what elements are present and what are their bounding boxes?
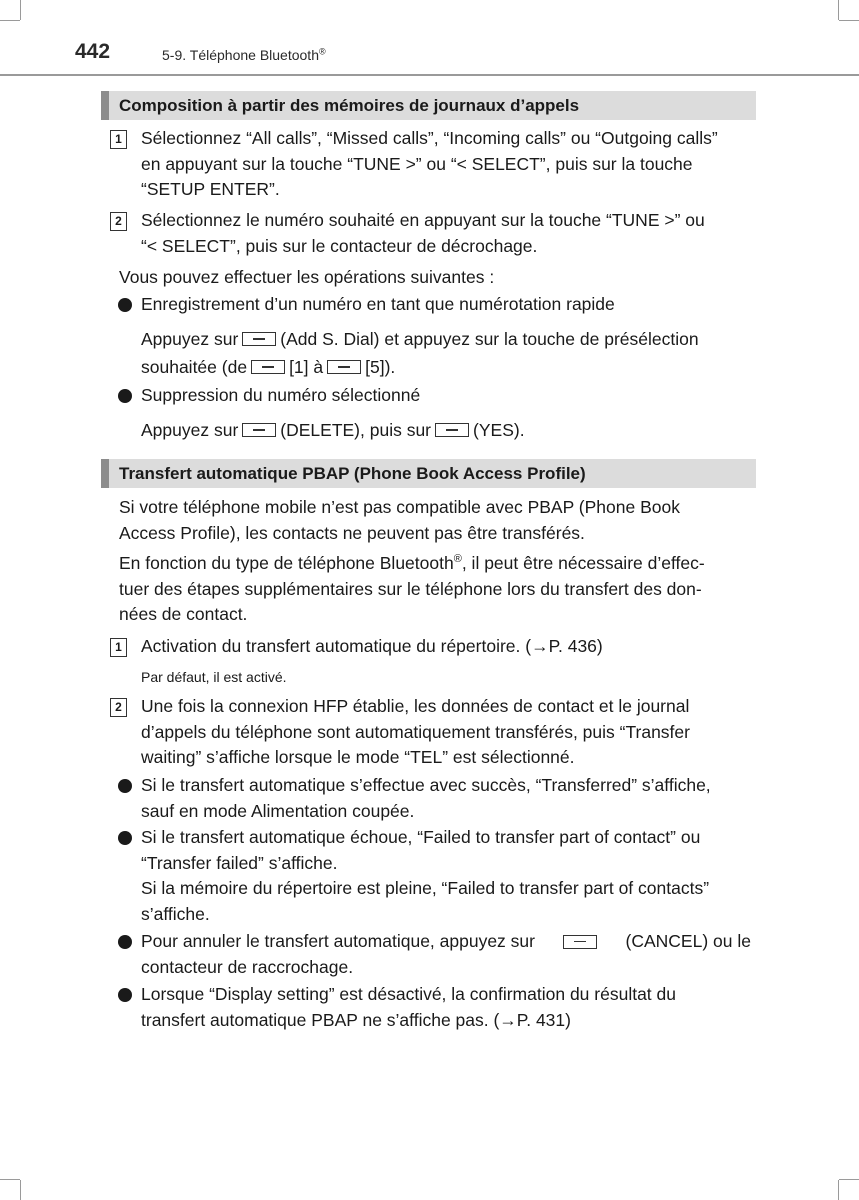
bullet-text	[141, 773, 751, 824]
section-heading-band	[101, 459, 756, 488]
operations-intro: Vous pouvez effectuer les opérations suivantes :	[119, 267, 495, 287]
text-line	[141, 929, 751, 955]
step-number-box: 1	[110, 130, 127, 149]
registered-mark: ®	[318, 46, 326, 57]
bullet-text: Enregistrement d’un numéro en tant que numérotation rapide	[141, 294, 615, 314]
crop-mark	[838, 0, 839, 20]
text-line: Si le transfert automatique échoue, “Failed to transfer part of contact” ou	[141, 827, 701, 847]
step-number-box: 2	[110, 212, 127, 231]
bullet-text	[141, 825, 751, 927]
text-line: nées de contact.	[119, 604, 248, 624]
text-line: transfert automatique PBAP ne s’affiche pas. (→P. 431)	[141, 1009, 571, 1030]
text-line: Sélectionnez “All calls”, “Missed calls”, “Incoming calls” ou “Outgoing calls”	[141, 128, 718, 148]
text-line: “Transfer failed” s’affiche.	[141, 852, 338, 873]
text-span: (Add S. Dial) et appuyez sur la touche de présélection	[280, 329, 699, 349]
screen-button-icon	[435, 423, 469, 437]
bullet-text	[141, 982, 751, 1033]
text-span: (YES).	[473, 420, 525, 440]
text-line: en appuyant sur la touche “TUNE >” ou “< SELECT”, puis sur la touche	[141, 153, 693, 174]
text-span: Appuyez sur	[141, 329, 239, 349]
text-line: Si le transfert automatique s’effectue avec succès, “Transferred” s’affiche,	[141, 775, 711, 795]
text-span: En fonction du type de téléphone Bluetooth	[119, 553, 454, 573]
step-text	[141, 208, 751, 259]
instruction-line	[141, 418, 525, 444]
screen-button-icon	[251, 360, 285, 374]
text-line: Si votre téléphone mobile n’est pas compatible avec PBAP (Phone Book	[119, 497, 680, 517]
crop-mark	[0, 20, 20, 21]
instruction-line	[141, 327, 699, 353]
text-span: [5]).	[365, 357, 396, 377]
crop-mark	[0, 1179, 20, 1180]
text-line: Une fois la connexion HFP établie, les données de contact et le journal	[141, 696, 690, 716]
text-line: sauf en mode Alimentation coupée.	[141, 800, 415, 821]
screen-button-icon	[242, 332, 276, 346]
screen-button-icon	[327, 360, 361, 374]
crop-mark	[838, 1180, 839, 1200]
registered-mark: ®	[453, 553, 462, 566]
crop-mark	[20, 1180, 21, 1200]
text-line: “< SELECT”, puis sur le contacteur de décrochage.	[141, 235, 538, 256]
text-span: (CANCEL) ou le	[625, 931, 751, 951]
text-line: contacteur de raccrochage.	[141, 956, 354, 977]
text-line: s’affiche.	[141, 903, 210, 924]
section-title	[162, 47, 326, 63]
step-number-box: 1	[110, 638, 127, 657]
section-heading: Transfert automatique PBAP (Phone Book Access Profile)	[119, 464, 586, 483]
bullet-dot	[118, 988, 132, 1002]
step-text	[141, 694, 751, 771]
bullet-dot	[118, 831, 132, 845]
text-span: (DELETE), puis sur	[280, 420, 432, 440]
text-span: [1] à	[289, 357, 324, 377]
crop-mark	[20, 0, 21, 20]
bullet-dot	[118, 779, 132, 793]
section-heading: Composition à partir des mémoires de journaux d’appels	[119, 96, 580, 115]
text-line	[119, 551, 751, 577]
step-number-box: 2	[110, 698, 127, 717]
text-line: Si la mémoire du répertoire est pleine, “Failed to transfer part of contacts”	[141, 878, 710, 898]
text-line: “SETUP ENTER”.	[141, 179, 280, 199]
paragraph	[119, 495, 751, 546]
text-span: , il peut être nécessaire d’effec-	[461, 553, 705, 573]
step-text	[141, 126, 751, 203]
step-note: Par défaut, il est activé.	[141, 669, 287, 685]
text-line: tuer des étapes supplémentaires sur le téléphone lors du transfert des don-	[119, 578, 702, 599]
crop-mark	[839, 20, 859, 21]
text-span: Pour annuler le transfert automatique, appuyez sur	[141, 931, 535, 951]
screen-button-icon	[563, 935, 597, 949]
text-line: Sélectionnez le numéro souhaité en appuyant sur la touche “TUNE >” ou	[141, 210, 705, 230]
header-rule	[0, 74, 859, 76]
paragraph	[119, 551, 751, 628]
text-line: waiting” s’affiche lorsque le mode “TEL” est sélectionné.	[141, 747, 575, 767]
text-span: souhaitée (de	[141, 357, 248, 377]
text-line: Lorsque “Display setting” est désactivé, la confirmation du résultat du	[141, 984, 676, 1004]
bullet-text	[141, 929, 751, 980]
text-span: Appuyez sur	[141, 420, 239, 440]
bullet-text: Suppression du numéro sélectionné	[141, 385, 421, 405]
section-heading-band	[101, 91, 756, 120]
text-line: Access Profile), les contacts ne peuvent pas être transférés.	[119, 522, 585, 543]
section-title-text: 5-9. Téléphone Bluetooth	[162, 47, 319, 63]
crop-mark	[839, 1179, 859, 1180]
page-number: 442	[75, 40, 111, 63]
bullet-dot	[118, 935, 132, 949]
text-line: d’appels du téléphone sont automatiquement transférés, puis “Transfer	[141, 721, 690, 742]
step-text: Activation du transfert automatique du répertoire. (→P. 436)	[141, 636, 603, 656]
bullet-dot	[118, 389, 132, 403]
screen-button-icon	[242, 423, 276, 437]
bullet-dot	[118, 298, 132, 312]
instruction-line	[141, 355, 395, 381]
